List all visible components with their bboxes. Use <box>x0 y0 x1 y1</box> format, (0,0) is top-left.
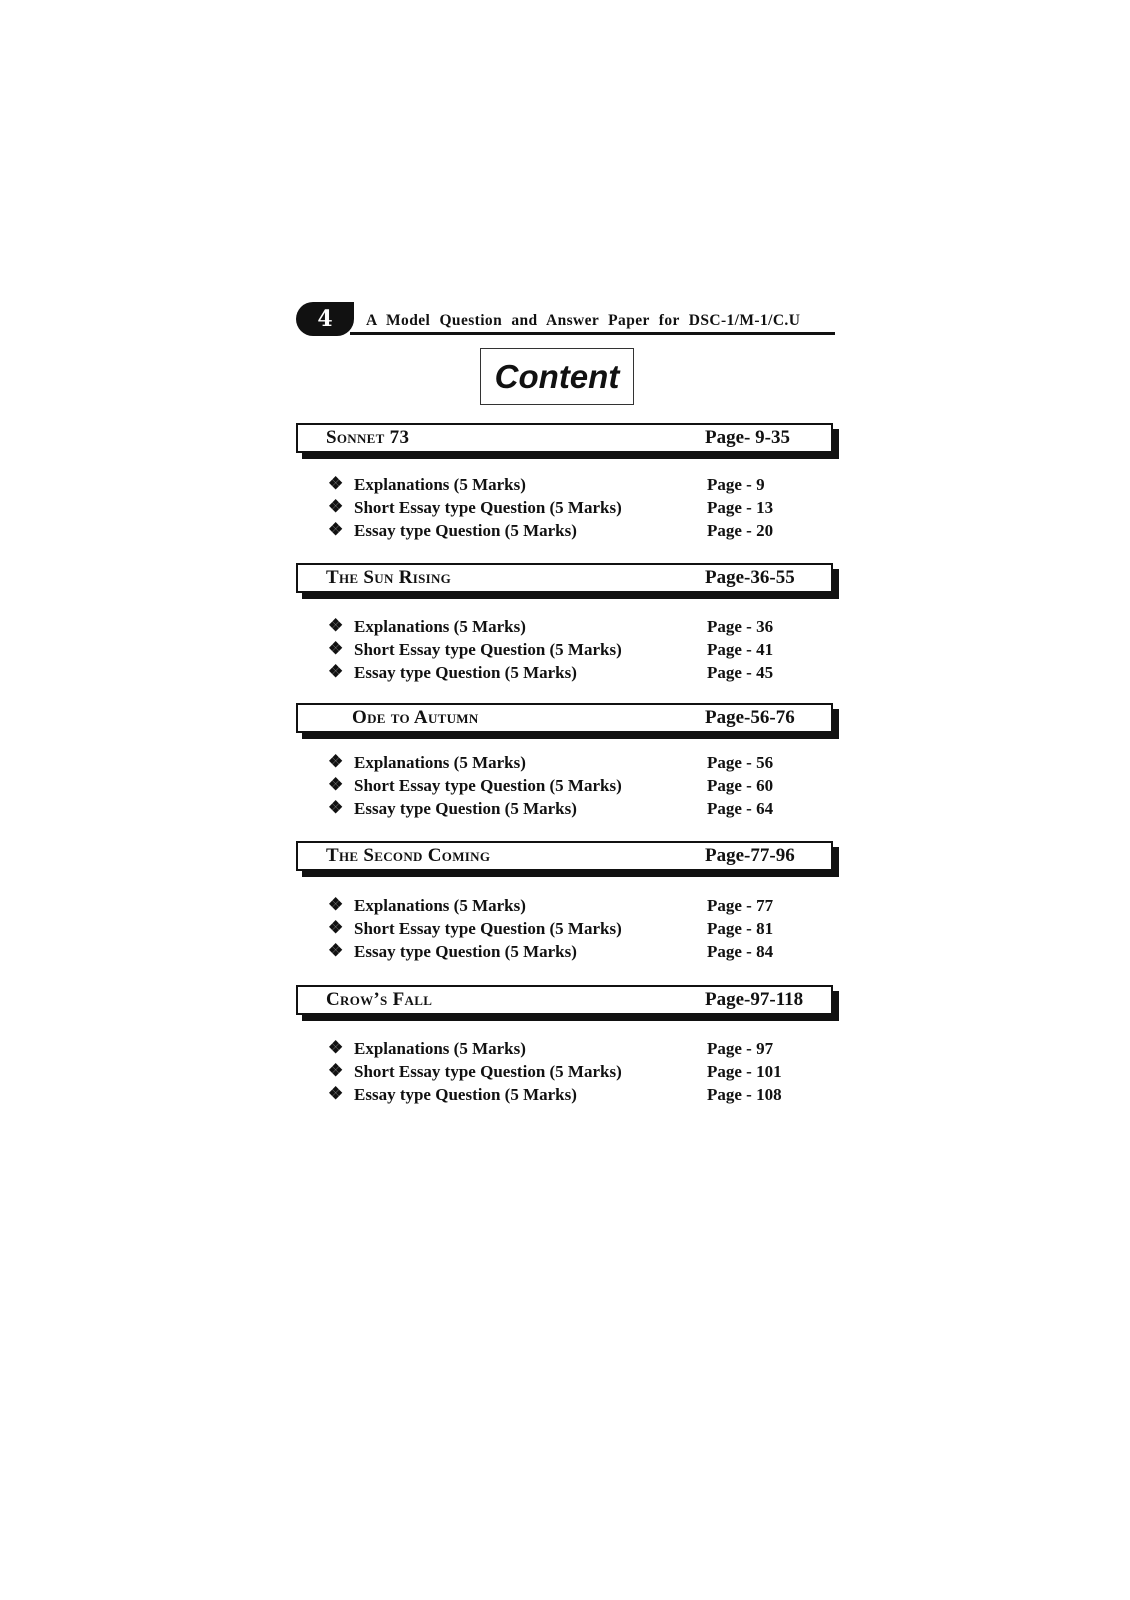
item-page: Page - 77 <box>707 896 774 915</box>
bullet-icon: ❖ <box>328 520 344 539</box>
item-page: Page - 101 <box>707 1062 782 1081</box>
page-header <box>296 302 841 338</box>
list-item <box>328 475 828 497</box>
list-item <box>328 640 828 662</box>
section-header-ode-to-autumn <box>296 703 833 733</box>
section-header-second-coming <box>296 841 833 871</box>
header-title: A Model Question and Answer Paper for DSC-1/M-1/C.U <box>366 312 801 329</box>
item-page: Page - 60 <box>707 776 774 795</box>
item-label: Explanations (5 Marks) <box>354 1039 526 1058</box>
item-label: Short Essay type Question (5 Marks) <box>354 919 622 938</box>
bullet-icon: ❖ <box>328 639 344 658</box>
list-item <box>328 1085 828 1107</box>
section-header-sun-rising <box>296 563 833 593</box>
item-page: Page - 36 <box>707 617 774 636</box>
section-page-range: Page-56-76 <box>705 707 795 728</box>
section-title: Crow’s Fall <box>326 989 433 1010</box>
item-label: Explanations (5 Marks) <box>354 475 526 494</box>
list-item <box>328 617 828 639</box>
bullet-icon: ❖ <box>328 895 344 914</box>
item-page: Page - 41 <box>707 640 774 659</box>
item-label: Explanations (5 Marks) <box>354 753 526 772</box>
item-page: Page - 97 <box>707 1039 774 1058</box>
list-item <box>328 1039 828 1061</box>
list-item <box>328 942 828 964</box>
list-item <box>328 1062 828 1084</box>
item-label: Short Essay type Question (5 Marks) <box>354 1062 622 1081</box>
list-item <box>328 521 828 543</box>
list-item <box>328 776 828 798</box>
item-label: Short Essay type Question (5 Marks) <box>354 640 622 659</box>
section-page-range: Page-36-55 <box>705 567 795 588</box>
item-label: Essay type Question (5 Marks) <box>354 663 577 682</box>
list-item <box>328 663 828 685</box>
item-label: Short Essay type Question (5 Marks) <box>354 776 622 795</box>
item-label: Explanations (5 Marks) <box>354 617 526 636</box>
item-page: Page - 13 <box>707 498 774 517</box>
bullet-icon: ❖ <box>328 941 344 960</box>
section-page-range: Page-97-118 <box>705 989 804 1010</box>
bullet-icon: ❖ <box>328 662 344 681</box>
list-item <box>328 753 828 775</box>
item-page: Page - 56 <box>707 753 774 772</box>
item-page: Page - 81 <box>707 919 774 938</box>
item-label: Short Essay type Question (5 Marks) <box>354 498 622 517</box>
bullet-icon: ❖ <box>328 775 344 794</box>
section-title: Sonnet 73 <box>326 427 410 448</box>
item-label: Essay type Question (5 Marks) <box>354 799 577 818</box>
item-page: Page - 20 <box>707 521 774 540</box>
bullet-icon: ❖ <box>328 474 344 493</box>
section-title: Ode to Autumn <box>352 707 479 728</box>
list-item <box>328 919 828 941</box>
section-title: The Sun Rising <box>326 567 452 588</box>
bullet-icon: ❖ <box>328 497 344 516</box>
bullet-icon: ❖ <box>328 918 344 937</box>
item-page: Page - 9 <box>707 475 765 494</box>
section-header-sonnet-73 <box>296 423 833 453</box>
item-label: Explanations (5 Marks) <box>354 896 526 915</box>
bullet-icon: ❖ <box>328 1084 344 1103</box>
section-page-range: Page- 9-35 <box>705 427 790 448</box>
list-item <box>328 896 828 918</box>
bullet-icon: ❖ <box>328 1038 344 1057</box>
item-label: Essay type Question (5 Marks) <box>354 942 577 961</box>
item-page: Page - 64 <box>707 799 774 818</box>
section-header-crows-fall <box>296 985 833 1015</box>
bullet-icon: ❖ <box>328 798 344 817</box>
header-rule <box>350 332 835 335</box>
section-page-range: Page-77-96 <box>705 845 795 866</box>
list-item <box>328 799 828 821</box>
section-title: The Second Coming <box>326 845 491 866</box>
item-label: Essay type Question (5 Marks) <box>354 1085 577 1104</box>
item-page: Page - 45 <box>707 663 774 682</box>
content-title: Content <box>480 348 634 405</box>
page-number-badge: 4 <box>296 302 354 336</box>
bullet-icon: ❖ <box>328 616 344 635</box>
bullet-icon: ❖ <box>328 752 344 771</box>
item-label: Essay type Question (5 Marks) <box>354 521 577 540</box>
list-item <box>328 498 828 520</box>
item-page: Page - 84 <box>707 942 774 961</box>
bullet-icon: ❖ <box>328 1061 344 1080</box>
item-page: Page - 108 <box>707 1085 782 1104</box>
